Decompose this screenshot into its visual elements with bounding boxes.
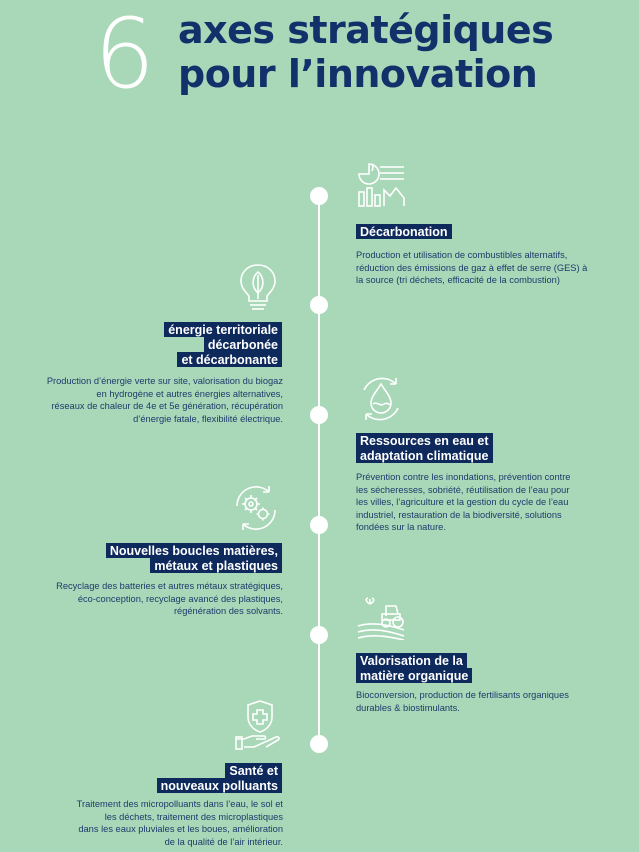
title-line-1: axes stratégiques (178, 8, 554, 52)
water-cycle-icon (356, 374, 406, 424)
axis-description-energie (47, 375, 283, 425)
axis-description-sante (77, 798, 283, 848)
axis-title-sante (157, 763, 282, 793)
axis-title-boucles (106, 543, 282, 573)
axis-description-decarbonation (356, 249, 587, 287)
chart-icon (356, 162, 408, 210)
desc-line: de la qualité de l’air intérieur. (164, 836, 283, 847)
desc-line: les villes, l’agriculture et la gestion du cycle de l’eau (356, 497, 569, 507)
timeline-dot (310, 516, 328, 534)
axis-title-line: et décarbonante (177, 352, 282, 367)
axis-title-decarbonation (356, 224, 452, 239)
desc-line: durables & biostimulants. (356, 702, 460, 713)
timeline-dot (310, 406, 328, 424)
desc-line: Bioconversion, production de fertilisants organiques (356, 690, 569, 700)
desc-line: d’énergie fatale, flexibilité électrique. (133, 413, 283, 424)
desc-line: Recyclage des batteries et autres métaux stratégiques, (56, 581, 283, 591)
desc-line: dans les eaux pluviales et les boues, amélioration (78, 824, 283, 834)
desc-line: les déchets, traitement des microplastiques (104, 811, 283, 822)
desc-line: Production et utilisation de combustibles alternatifs, (356, 250, 568, 260)
axis-title-line: décarbonée (204, 337, 282, 352)
page-title (178, 8, 553, 96)
desc-line: en hydrogène et autres énergies alternatives, (96, 388, 283, 399)
desc-line: industriel, restauration de la biodiversité, solutions (356, 509, 562, 520)
axis-title-valorisation (356, 653, 472, 683)
axis-title-line: Santé et (225, 763, 282, 778)
axis-title-eau (356, 433, 493, 463)
timeline-dot (310, 626, 328, 644)
big-number: 6 (94, 0, 156, 110)
desc-line: réseaux de chaleur de 4e et 5e génération, récupération (51, 401, 283, 411)
axis-title-line: matière organique (356, 668, 472, 683)
desc-line: la source (tri déchets, efficacité de la combustion) (356, 275, 560, 285)
desc-line: régénération des solvants. (173, 606, 283, 616)
desc-line: les sécheresses, sobriété, réutilisation de l’eau pour (356, 484, 570, 495)
timeline-line (318, 196, 320, 744)
axis-title-line: énergie territoriale (164, 322, 282, 337)
desc-line: Production d’énergie verte sur site, valorisation du biogaz (46, 376, 283, 386)
axis-description-valorisation (356, 689, 569, 714)
desc-line: Traitement des micropolluants dans l’eau, le sol et (76, 799, 283, 809)
health-shield-hand-icon (234, 699, 284, 751)
desc-line: fondées sur la nature. (356, 522, 446, 532)
axis-title-line: Ressources en eau et (356, 433, 493, 448)
desc-line: éco-conception, recyclage avancé des plastiques, (77, 593, 283, 604)
axis-title-line: adaptation climatique (356, 448, 493, 463)
axis-description-boucles (56, 580, 283, 618)
axis-title-line: Nouvelles boucles matières, (106, 543, 282, 558)
title-line-2: pour l’innovation (178, 52, 538, 96)
axis-description-eau (356, 471, 570, 534)
desc-line: réduction des émissions de gaz à effet de serre (GES) à (356, 262, 588, 273)
timeline-dot (310, 187, 328, 205)
axis-title-line: métaux et plastiques (150, 558, 282, 573)
axis-title-line: Valorisation de la (356, 653, 467, 668)
axis-title-energie (164, 322, 282, 367)
axis-title-line: Décarbonation (356, 224, 452, 239)
tractor-field-icon (356, 596, 406, 640)
axis-title-line: nouveaux polluants (157, 778, 282, 793)
desc-line: Prévention contre les inondations, prévention contre (356, 472, 571, 482)
recycling-gears-icon (231, 484, 281, 532)
lightbulb-leaf-icon (237, 263, 279, 313)
timeline-dot (310, 735, 328, 753)
timeline-dot (310, 296, 328, 314)
